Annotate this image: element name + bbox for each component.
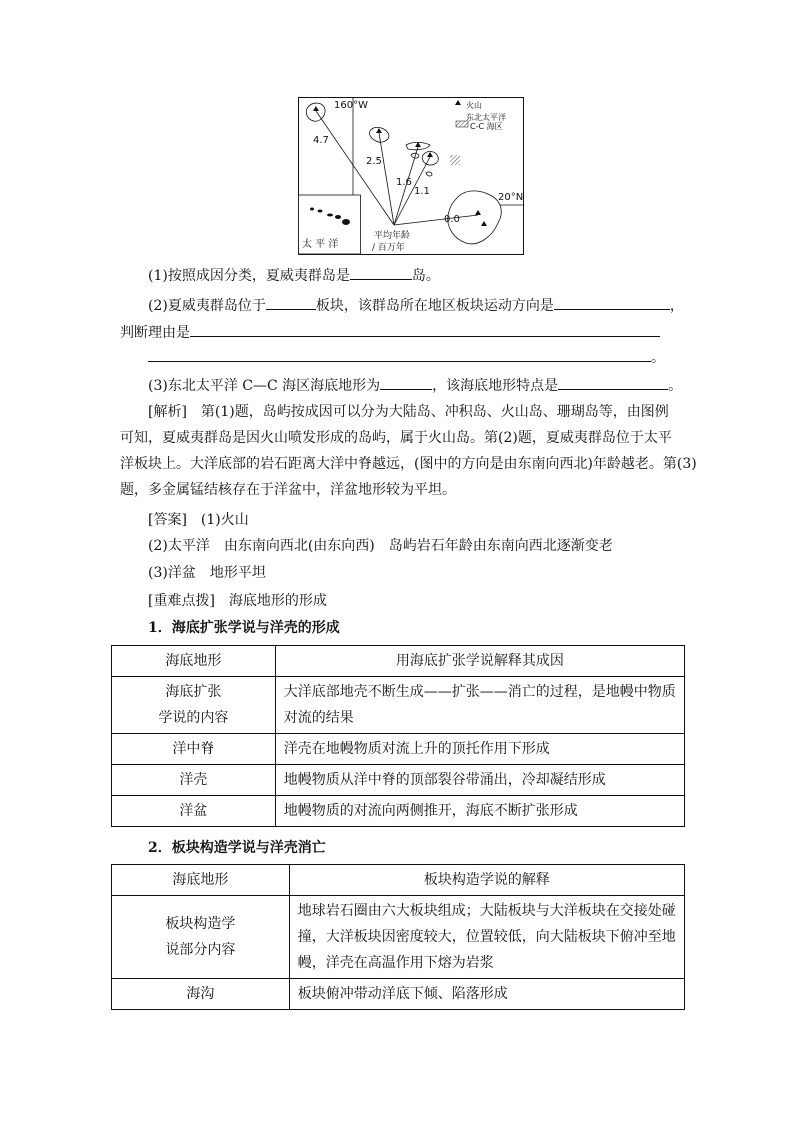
q2-mid: 板块，该群岛所在地区板块运动方向是 [315,298,554,314]
q2-text: (2)夏威夷群岛位于 [148,298,266,314]
answer-blank[interactable] [266,295,316,310]
table-row [112,979,685,1010]
hatched-region [450,155,460,165]
q1-suffix: 岛。 [411,268,440,284]
q3-text: (3)东北太平洋 C—C 海区海底地形为 [148,378,381,394]
table-row [112,677,685,734]
q1-text: (1)按照成因分类，夏威夷群岛是 [148,268,350,284]
table-row [112,734,685,765]
table-cell: 洋盆 [112,796,276,827]
table-header: 用海底扩张学说解释其成因 [275,646,684,677]
table-cell: 洋中脊 [112,734,276,765]
answer-blank[interactable] [148,347,651,362]
table-seafloor-spreading [111,645,685,827]
focus-title: [重难点拨] 海底地形的形成 [148,593,327,609]
table-header: 海底地形 [112,865,290,896]
age-label: 4.7 [313,135,329,146]
legend-volcano-label: 火山 [466,101,482,110]
analysis-line: 题，多金属锰结核存在于洋盆中，洋盆地形较为平坦。 [120,482,456,498]
table-cell: 海沟 [112,979,290,1010]
legend-region-label-1: 东北太平洋 [466,113,506,122]
age-label: 2.5 [366,156,382,167]
answer-blank[interactable] [190,322,660,337]
map-longitude-label: 160°W [334,100,368,111]
analysis-line: 可知，夏威夷群岛是因火山喷发形成的岛屿，属于火山岛。第(2)题，夏威夷群岛位于太平 [120,430,672,446]
map-latitude-label: 20°N [498,192,524,203]
age-unit-label-1: 平均年龄 [374,231,411,241]
q3-close: 。 [668,378,683,394]
q2-close: 。 [651,350,665,366]
table-row [112,796,685,827]
table-cell: 海底扩张 学说的内容 [112,677,276,734]
answer-line: (3)洋盆 地形平坦 [148,565,266,581]
age-label: 1.1 [414,186,430,197]
age-label: 0.0 [444,214,460,225]
table-header-row [112,646,685,677]
question-2 [148,295,684,316]
table-cell: 地球岩石圈由六大板块组成；大陆板块与大洋板块在交接处碰 撞，大洋板块因密度较大，位置较低，向大陆板块下俯冲至地 幔，洋壳在高温作用下熔为岩浆 [289,896,684,979]
question-2-reason-cont [148,347,665,368]
table-plate-tectonics [111,864,685,1010]
question-1 [148,265,440,286]
answer-blank[interactable] [380,375,432,390]
table-cell: 板块构造学 说部分内容 [112,896,290,979]
analysis-line: 洋板块上。大洋底部的岩石距离大洋中脊越远，(图中的方向是由东南向西北)年龄越老。第(3) [120,456,697,472]
table-header: 板块构造学说的解释 [289,865,684,896]
answer-blank[interactable] [558,375,668,390]
table-cell: 大洋底部地壳不断生成——扩张——消亡的过程，是地幔中物质 对流的结果 [275,677,684,734]
table-cell: 板块俯冲带动洋底下倾、陷落形成 [289,979,684,1010]
table-row [112,896,685,979]
ocean-label: 太 平 洋 [302,239,339,250]
q2-reason-label: 判断理由是 [120,325,190,341]
table-cell: 洋壳 [112,765,276,796]
q2-end: ， [669,298,684,314]
section-1-title: 1．海底扩张学说与洋壳的形成 [148,620,340,636]
table-cell: 地幔物质的对流向两侧推开，海底不断扩张形成 [275,796,684,827]
answer-blank[interactable] [350,265,412,280]
answer-line: [答案] (1)火山 [148,512,249,528]
table-cell: 地幔物质从洋中脊的顶部裂谷带涌出，冷却凝结形成 [275,765,684,796]
table-header-row [112,865,685,896]
q3-mid: ，该海底地形特点是 [432,378,559,394]
section-2-title: 2．板块构造学说与洋壳消亡 [148,840,326,856]
question-2-reason [120,322,660,343]
legend-region-label-2: C-C 海区 [470,122,503,131]
answer-blank[interactable] [554,295,670,310]
age-unit-label-2: / 百万年 [372,243,405,253]
answer-line: (2)太平洋 由东南向西北(由东向西) 岛屿岩石年龄由东南向西北逐渐变老 [148,538,613,554]
table-row [112,765,685,796]
question-3 [148,375,682,396]
table-cell: 洋壳在地幔物质对流上升的顶托作用下形成 [275,734,684,765]
analysis-line: [解析] 第(1)题，岛屿按成因可以分为大陆岛、冲积岛、火山岛、珊瑚岛等，由图例 [148,404,669,420]
table-header: 海底地形 [112,646,276,677]
age-label: 1.6 [396,177,412,188]
